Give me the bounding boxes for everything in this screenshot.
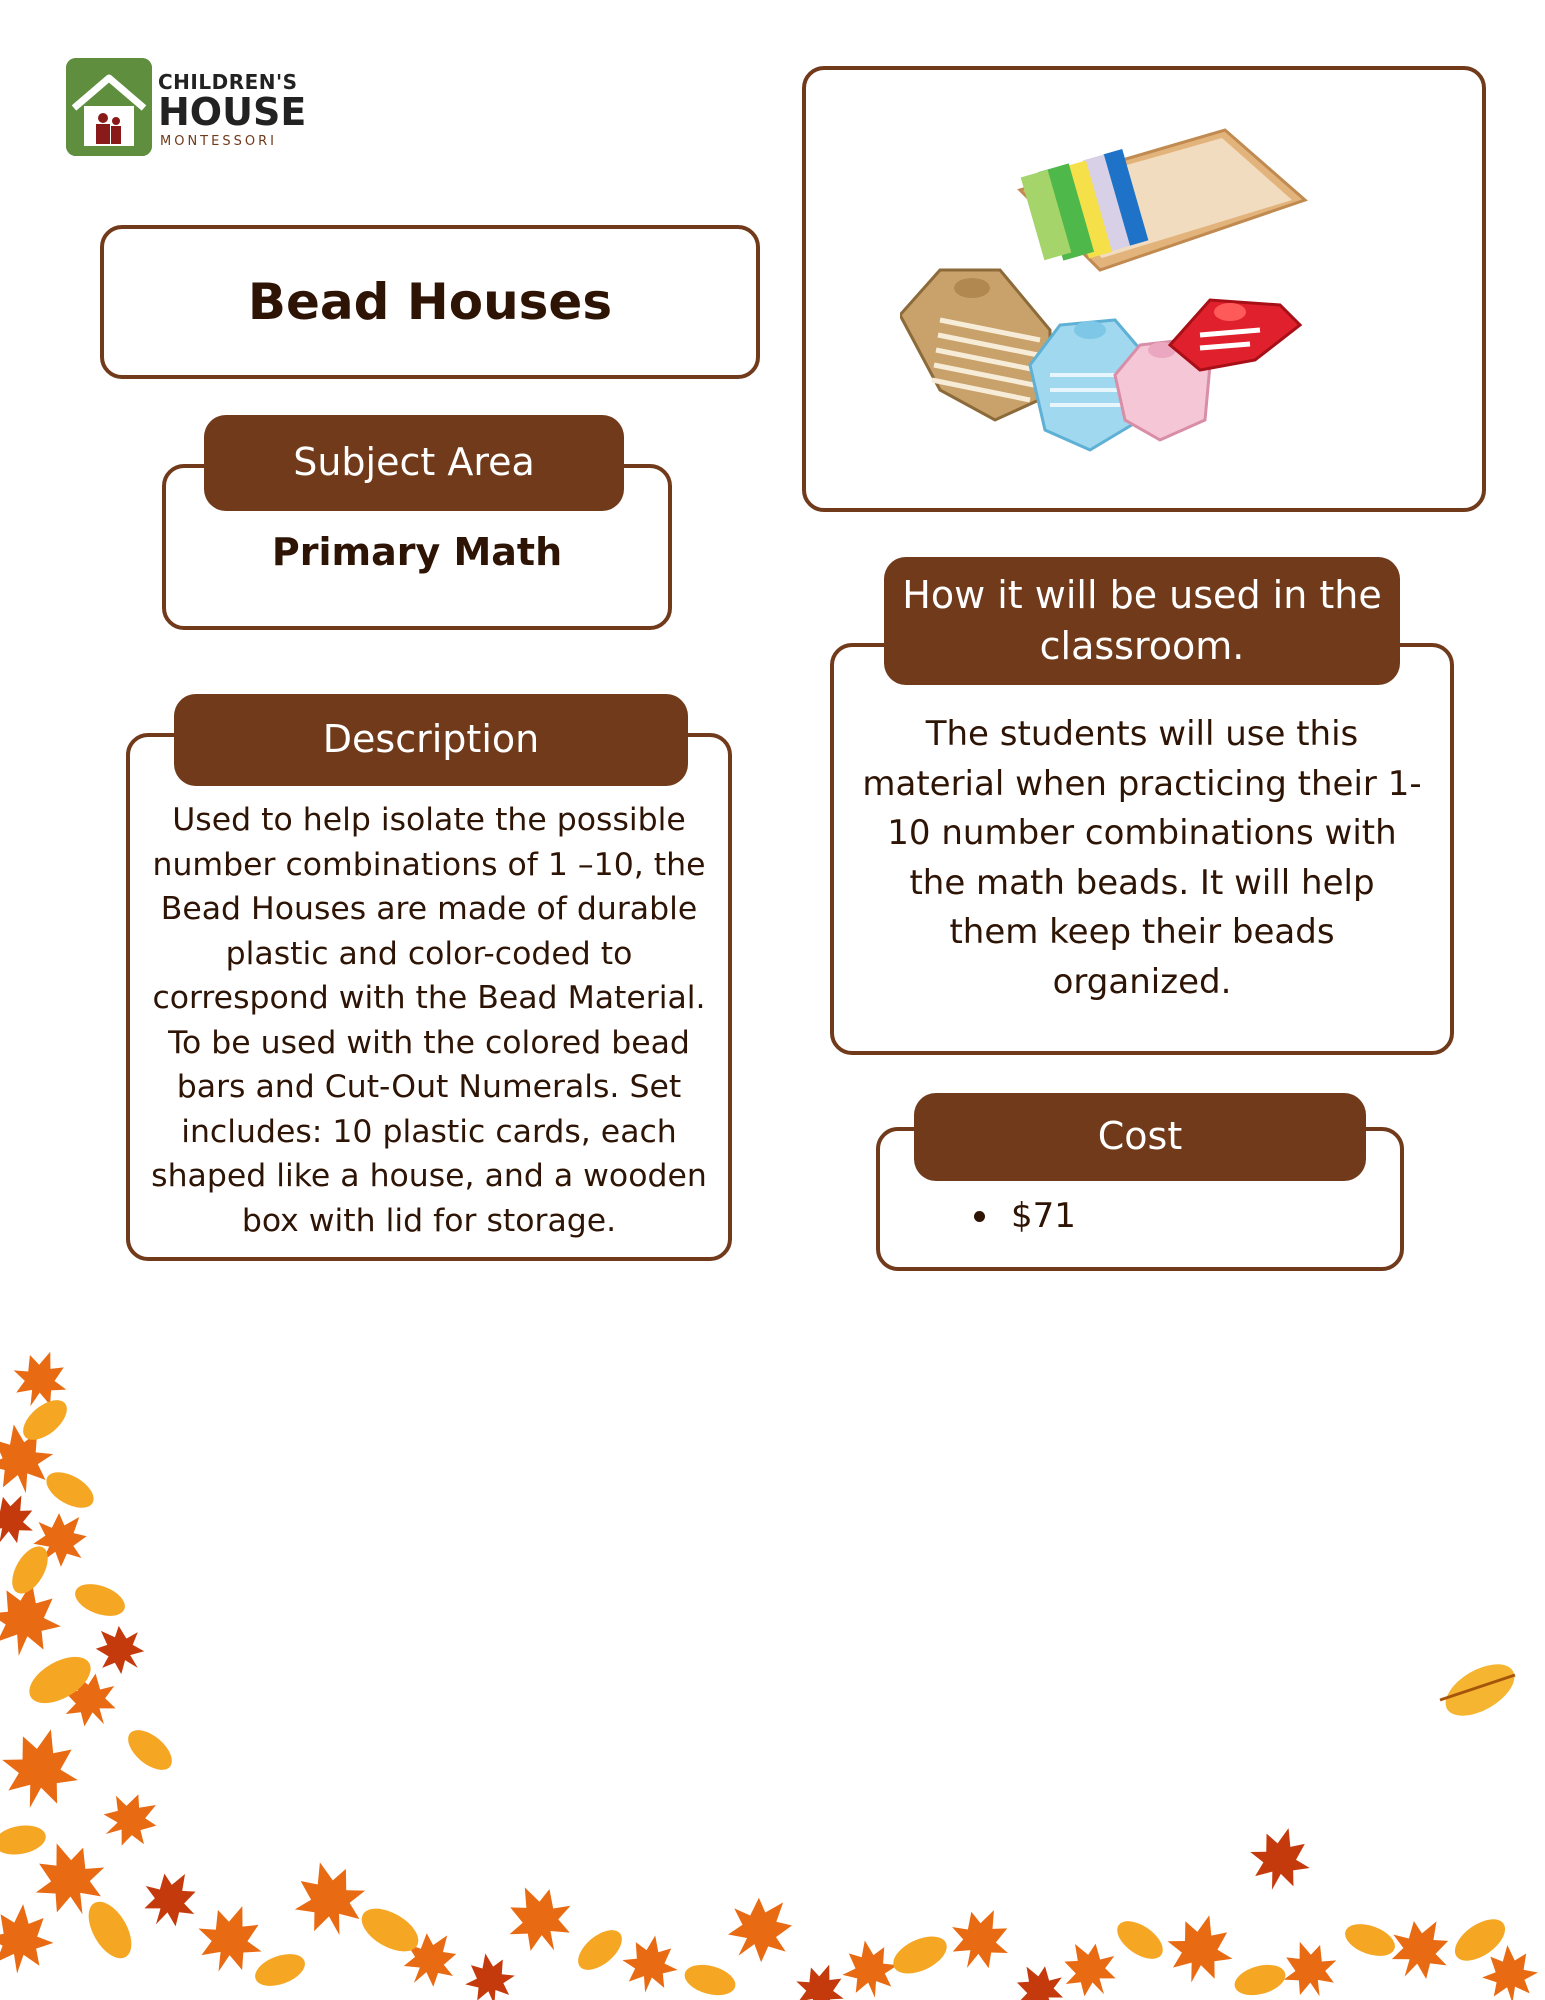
bead-houses-image xyxy=(900,120,1400,470)
logo xyxy=(66,58,306,158)
logo-line-1: CHILDREN'S xyxy=(158,70,298,94)
cost-list-item xyxy=(974,1196,1076,1236)
house-logo-icon xyxy=(66,58,152,156)
cost-value: $71 xyxy=(1011,1196,1076,1236)
autumn-leaves-decoration xyxy=(0,1300,1545,2000)
usage-label: How it will be used in the classroom. xyxy=(884,557,1400,685)
logo-line-3: MONTESSORI xyxy=(160,134,277,149)
description-text: Used to help isolate the possible number combinations of 1 –10, the Bead Houses are made of durable plastic and color-coded to correspond with the Bead Material. To be used with the colored bead bars and Cut-Out Numerals. Set includes: 10 plastic cards, each shaped like a house, and a wooden box with lid for storage. xyxy=(151,802,707,1239)
subject-area-label: Subject Area xyxy=(204,415,624,511)
usage-text: The students will use this material when practicing their 1-10 number combinations with the math beads. It will help them keep their beads organized. xyxy=(862,714,1422,1002)
subject-area-value: Primary Math xyxy=(271,530,563,574)
cost-label: Cost xyxy=(914,1093,1366,1181)
description-label: Description xyxy=(174,694,688,786)
page-title: Bead Houses xyxy=(247,273,613,331)
logo-line-2: HOUSE xyxy=(158,90,307,134)
bullet-icon xyxy=(974,1211,985,1222)
